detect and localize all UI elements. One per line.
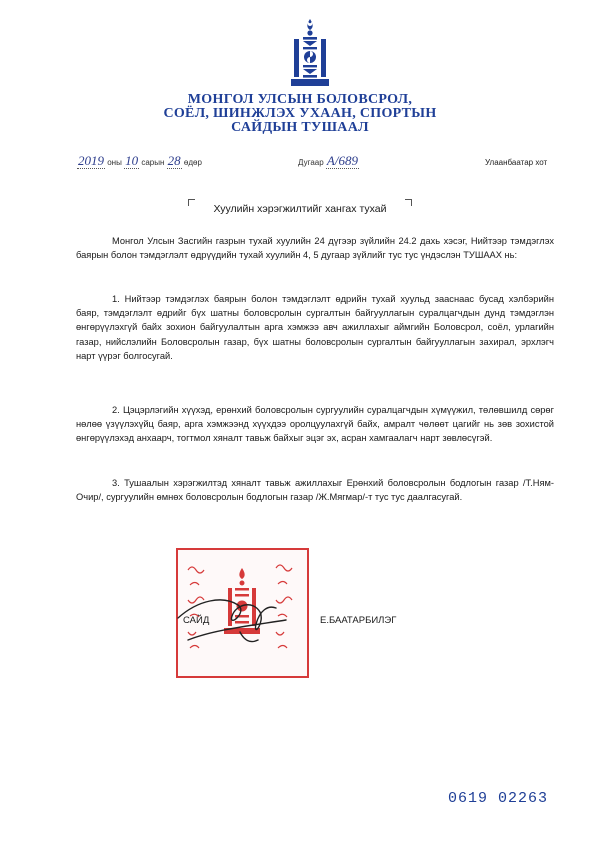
signatory-role: САЙД xyxy=(183,615,210,626)
ministry-title-line-1: МОНГОЛ УЛСЫН БОЛОВСРОЛ, xyxy=(187,92,413,107)
order-item-1: 1. Нийтээр тэмдэглэх баярын болон тэмдэглэлт өдрийн тухай хуульд зааснаас бусад хэлбэрийн баяр, тэмдэглэлт өдрийг бүх шатны боловсролын сургалтын байгууллагын суралцагчдын дунд тэмдэглэн өнгөрүүлэхгүй байх зохион байгуулалтын арга хэмжээ авч ажиллахыг аймгийн Боловсрол, соёл, урлагийн газар, нийслэлийн Боловсролын газар, бүх шатны боловсролын сургалтын байгууллагын захирал, эрхлэгч нарт үүрэг болгосугай. xyxy=(76,294,554,361)
order-subject: Хуулийн хэрэгжилтийг хангах тухай xyxy=(213,203,387,215)
order-number xyxy=(298,153,359,169)
date-year-label: оны xyxy=(107,158,122,167)
signatory-name: Е.БААТАРБИЛЭГ xyxy=(320,615,397,626)
ministry-title-line-2: СОЁЛ, ШИНЖЛЭХ УХААН, СПОРТЫН xyxy=(163,106,437,121)
ministry-title-line-3: САЙДЫН ТУШААЛ xyxy=(231,120,369,135)
preamble-paragraph: Монгол Улсын Засгийн газрын тухай хуулийн 24 дүгээр зүйлийн 24.2 дахь хэсэг, Нийтээр тэмдэглэх баярын болон тэмдэглэлт өдрүүдийн тухай хуулийн 4, 5 дугаар зүйлийг тус тус үндэслэн ТУШААХ нь: xyxy=(76,236,554,261)
city-label: Улаанбаатар хот xyxy=(485,158,548,167)
document-serial-number: 0619 02263 xyxy=(448,790,549,807)
date-month: 10 xyxy=(125,153,139,168)
date-day-label: өдөр xyxy=(183,158,202,167)
order-item-3: 3. Тушаалын хэрэгжилтэд хяналт тавьж ажиллахыг Ерөнхий боловсролын бодлогын газар /Т.Ням-Очир/, сургуулийн өмнөх боловсролын бодлогын газар /Ж.Мягмар/-т тус тус даалгасугай. xyxy=(76,478,554,503)
date-year: 2019 xyxy=(78,153,104,168)
soyombo-emblem-icon xyxy=(287,17,333,89)
date-month-label: сарын xyxy=(141,158,165,167)
order-number-value: А/689 xyxy=(326,153,358,168)
date-day: 28 xyxy=(167,153,181,168)
date-line xyxy=(77,153,202,169)
order-item-2: 2. Цэцэрлэгийн хүүхэд, ерөнхий боловсролын сургуулийн суралцагчдын хүмүүжил, төлөвшилд сөрөг нөлөө үзүүлэхүйц баяр, арга хэмжээнд хүүхдээ оролцуулахгүй байх, амралт чөлөөт цагийг нь зөв зохистой өнгөрүүлэхэд анхаарч, тогтмол хяналт тавьж байхыг эцэг эх, асран хамгаалагч нарт зөвлөсүгэй. xyxy=(76,405,554,444)
order-number-label: Дугаар xyxy=(298,158,324,167)
